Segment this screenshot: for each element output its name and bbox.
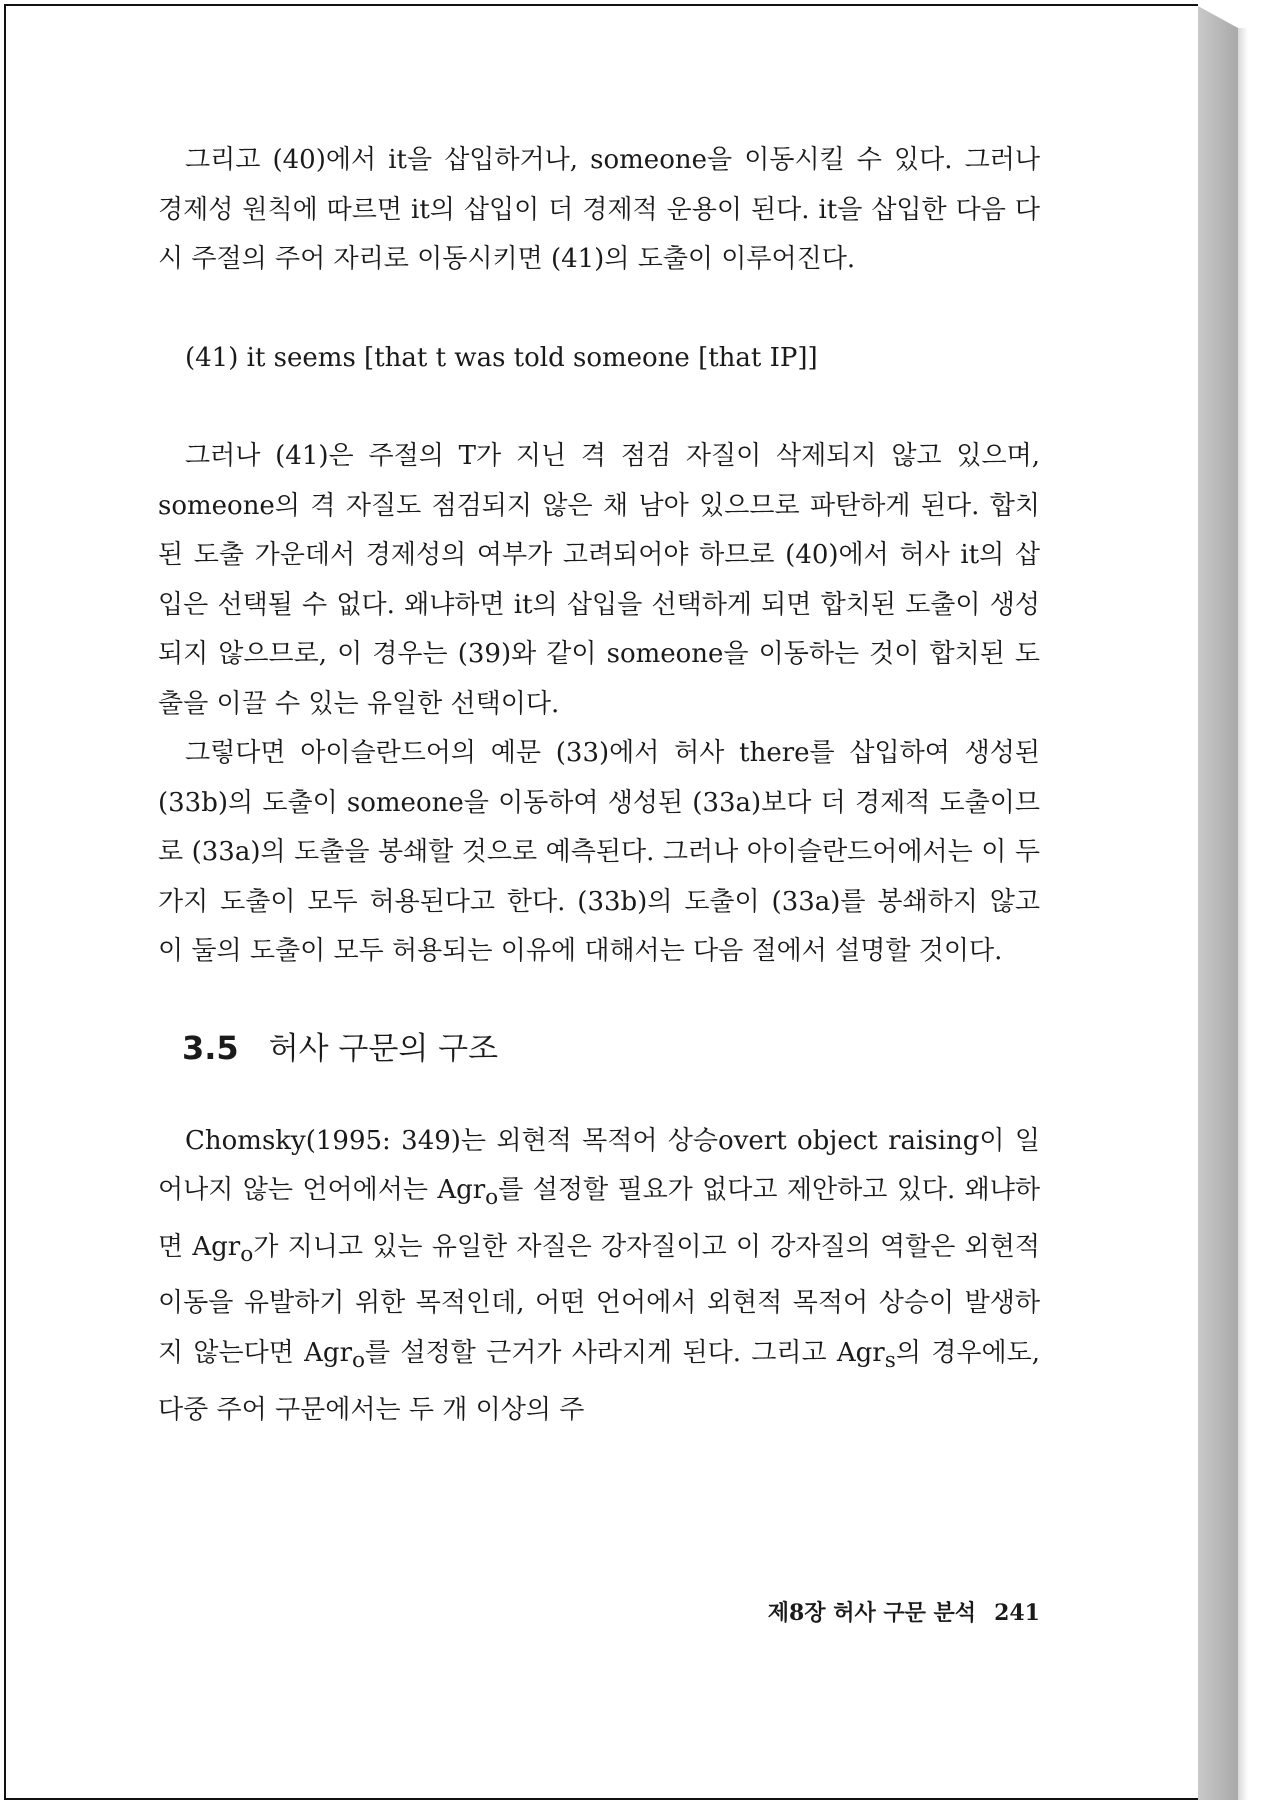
page-edge-shadow	[1238, 28, 1248, 1800]
paragraph-4-part-1: Chomsky(1995: 349)는 외현적 목적어 상승overt object raising이 일어나지 않는 언어에서는 Agr	[158, 1125, 1040, 1205]
paragraph-4-part-4: 를 설정할 근거가 사라지게 된다. 그리고 Agr	[365, 1337, 885, 1368]
example-number: (41)	[185, 342, 239, 373]
example-41	[185, 334, 1040, 384]
page-content	[158, 136, 1040, 1435]
running-footer-chapter: 제8장 허사 구문 분석	[767, 1600, 977, 1626]
section-title: 허사 구문의 구조	[268, 1030, 499, 1067]
page-edge	[1198, 6, 1238, 1800]
paragraph-2: 그러나 (41)은 주절의 T가 지닌 격 점검 자질이 삭제되지 않고 있으며, someone의 격 자질도 점검되지 않은 채 남아 있으므로 파탄하게 된다. 합치된 도출 가운데서 경제성의 여부가 고려되어야 하므로 (40)에서 허사 it의 삽입은 선택될 수 없다. 왜냐하면 it의 삽입을 선택하게 되면 합치된 도출이 생성되지 않으므로, 이 경우는 (39)와 같이 someone을 이동하는 것이 합치된 도출을 이끌 수 있는 유일한 선택이다.	[158, 441, 1040, 719]
paragraph-3: 그렇다면 아이슬란드어의 예문 (33)에서 허사 there를 삽입하여 생성된 (33b)의 도출이 someone을 이동하여 생성된 (33a)보다 더 경제적 도출이므로 (33a)의 도출을 봉쇄할 것으로 예측된다. 그러나 아이슬란드어에서는 이 두 가지 도출이 모두 허용된다고 한다. (33b)의 도출이 (33a)를 봉쇄하지 않고 이 둘의 도출이 모두 허용되는 이유에 대해서는 다음 절에서 설명할 것이다.	[158, 738, 1040, 966]
page-footer	[158, 1596, 1040, 1627]
paragraph-4-part-2: 를 설정할 필요가 없다고 제안하고 있다. 왜냐하면 Agr	[158, 1175, 1040, 1262]
subscript-s: s	[884, 1348, 896, 1374]
section-heading	[182, 1028, 1040, 1069]
section-number: 3.5	[182, 1028, 239, 1067]
example-text: it seems [that t was told someone [that IP]]	[246, 342, 818, 373]
subscript-o-1: o	[485, 1185, 499, 1211]
paragraph-4-part-3: 가 지니고 있는 유일한 자질은 강자질이고 이 강자질의 역할은 외현적 이동을 유발하기 위한 목적인데, 어떤 언어에서 외현적 목적어 상승이 발생하지 않는다면 Agr	[158, 1231, 1040, 1368]
page-number: 241	[994, 1600, 1040, 1626]
paragraph-4	[158, 1117, 1040, 1436]
book-page	[4, 4, 1198, 1800]
subscript-o-2: o	[240, 1241, 254, 1267]
paragraph-1: 그리고 (40)에서 it을 삽입하거나, someone을 이동시킬 수 있다. 그러나 경제성 원칙에 따르면 it의 삽입이 더 경제적 운용이 된다. it을 삽입한 다음 다시 주절의 주어 자리로 이동시키면 (41)의 도출이 이루어진다.	[158, 145, 1040, 274]
paragraph-4-part-5: 의 경우에도, 다중 주어 구문에서는 두 개 이상의 주	[158, 1337, 1040, 1425]
subscript-o-3: o	[352, 1348, 366, 1374]
